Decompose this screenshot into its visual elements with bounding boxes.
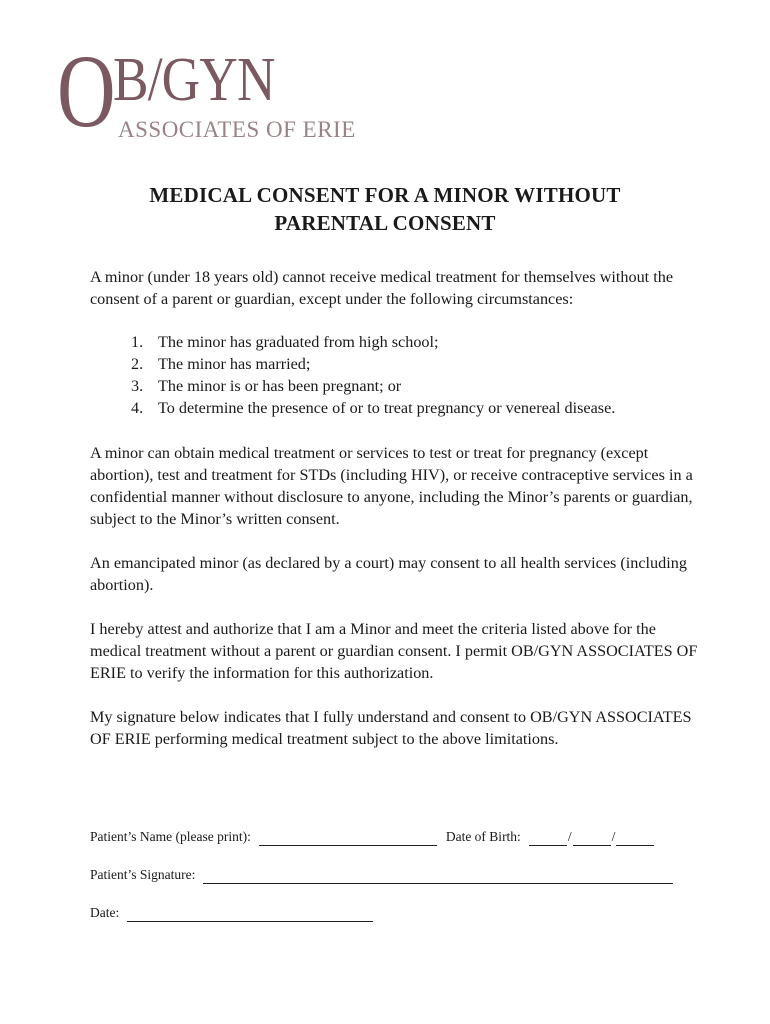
document-title-line-1: MEDICAL CONSENT FOR A MINOR WITHOUT — [149, 183, 621, 207]
date-row — [90, 904, 373, 922]
document-title-line-2: PARENTAL CONSENT — [274, 211, 496, 235]
patient-signature-label: Patient’s Signature: — [90, 867, 196, 882]
list-item — [131, 397, 615, 419]
dob-separator: / — [567, 829, 572, 844]
list-item-number: 3. — [131, 377, 144, 395]
date-field[interactable] — [127, 907, 373, 922]
attestation-paragraph: I hereby attest and authorize that I am a Minor and meet the criteria listed above for the medical treatment without a parent or guardian consent. I permit OB/GYN ASSOCIATES OF ERIE to verify the information for this authorization. — [90, 620, 698, 682]
patient-signature-row — [90, 866, 673, 884]
dob-separator: / — [611, 829, 616, 844]
list-item-number: 2. — [131, 355, 144, 373]
emancipated-minor-paragraph: An emancipated minor (as declared by a court) may consent to all health services (including abortion). — [90, 554, 687, 594]
patient-signature-field[interactable] — [203, 869, 673, 884]
document-title — [0, 181, 770, 237]
date-of-birth-label: Date of Birth: — [445, 829, 521, 844]
list-item-text: The minor has married; — [158, 355, 311, 373]
logo-subtitle: ASSOCIATES OF ERIE — [118, 117, 356, 142]
list-item — [131, 353, 615, 375]
patient-name-field[interactable] — [259, 831, 437, 846]
circumstances-list — [131, 331, 615, 419]
intro-paragraph: A minor (under 18 years old) cannot receive medical treatment for themselves without the consent of a parent or guardian, except under the following circumstances: — [90, 268, 674, 308]
list-item-text: To determine the presence of or to treat pregnancy or venereal disease. — [158, 399, 616, 417]
logo-main-text: B/GYN — [113, 46, 275, 114]
logo-letter-o: O — [57, 34, 113, 149]
list-item-text: The minor has graduated from high school; — [158, 333, 439, 351]
list-item-number: 4. — [131, 399, 144, 417]
list-item-text: The minor is or has been pregnant; or — [158, 377, 402, 395]
practice-logo — [57, 34, 387, 150]
confidential-services-paragraph: A minor can obtain medical treatment or services to test or treat for pregnancy (except abortion), test and treatment for STDs (including HIV), or receive contraceptive services in a confidential manner without disclosure to anyone, including the Minor’s parents or guardian, subject to the Minor’s written consent. — [90, 444, 693, 528]
dob-year-field[interactable] — [616, 831, 654, 846]
patient-name-row — [90, 828, 654, 846]
dob-month-field[interactable] — [529, 831, 567, 846]
list-item — [131, 331, 615, 353]
dob-day-field[interactable] — [573, 831, 611, 846]
patient-name-label: Patient’s Name (please print): — [90, 829, 251, 844]
date-label: Date: — [90, 905, 120, 920]
list-item-number: 1. — [131, 333, 144, 351]
list-item — [131, 375, 615, 397]
signature-consent-paragraph: My signature below indicates that I fully understand and consent to OB/GYN ASSOCIATES OF ERIE performing medical treatment subject to the above limitations. — [90, 708, 692, 748]
